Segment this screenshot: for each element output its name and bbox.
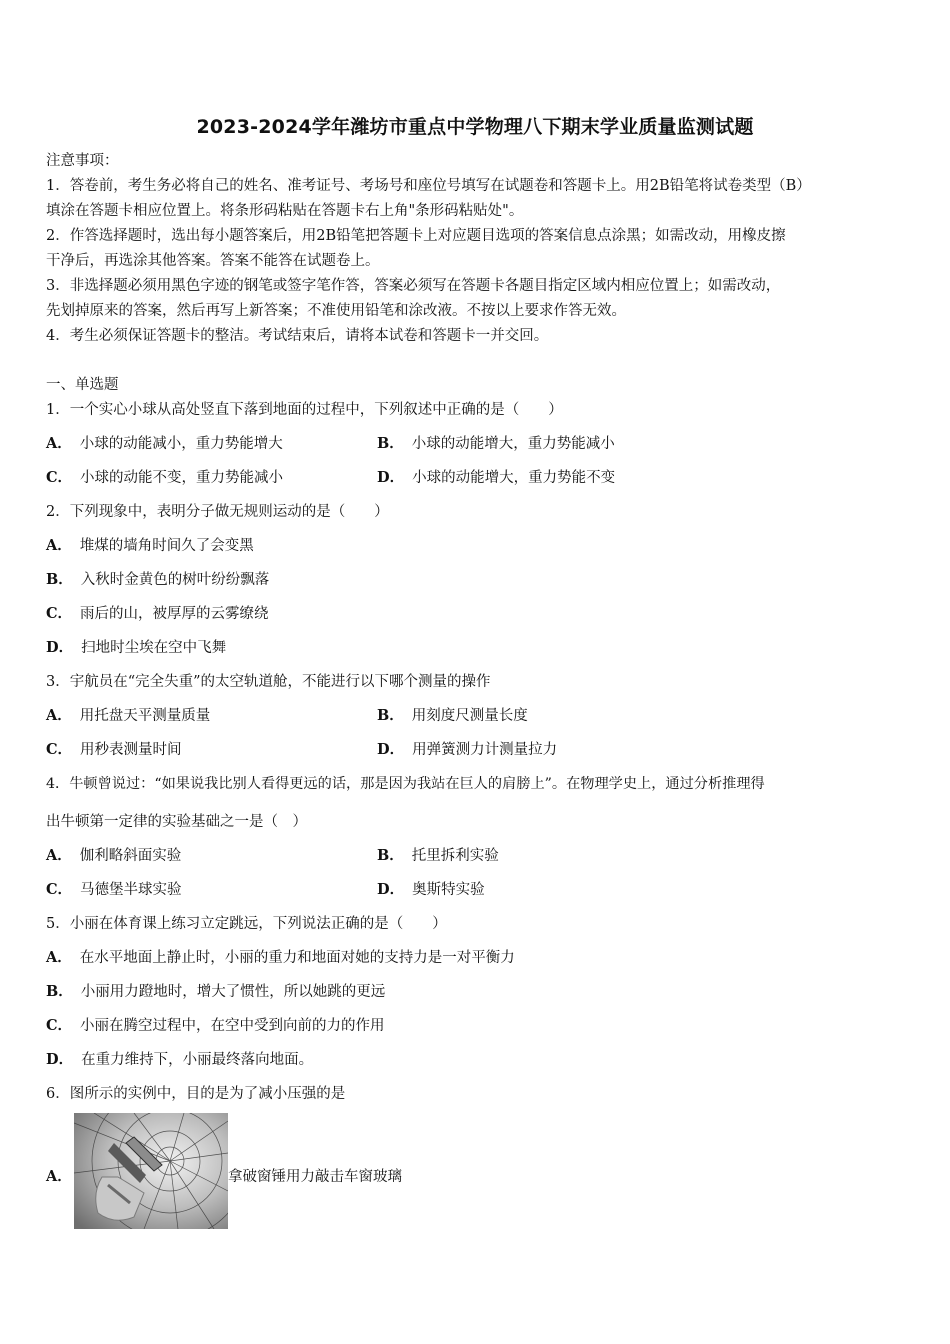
option-6a-text: 拿破窗锤用力敲击车窗玻璃 xyxy=(228,1169,402,1185)
shattered-glass-image xyxy=(74,1113,228,1229)
option-letter: B． xyxy=(377,435,404,452)
question-stem-5: 5．小丽在体育课上练习立定跳远，下列说法正确的是（ ） xyxy=(46,916,447,932)
question-stem-2: 2．下列现象中，表明分子做无规则运动的是（ ） xyxy=(46,504,389,520)
option-text: 用弹簧测力计测量拉力 xyxy=(412,742,558,758)
option-text: 小丽在腾空过程中，在空中受到向前的力的作用 xyxy=(80,1018,385,1034)
question-stem-4-cont: 出牛顿第一定律的实验基础之一是（ ） xyxy=(46,814,307,830)
option-text: 在水平地面上静止时，小丽的重力和地面对她的支持力是一对平衡力 xyxy=(79,950,515,966)
option-letter: A． xyxy=(46,847,72,864)
option-2a[interactable] xyxy=(46,536,254,556)
option-text: 用刻度尺测量长度 xyxy=(411,708,528,724)
question-stem-1: 1．一个实心小球从高处竖直下落到地面的过程中，下列叙述中正确的是（ ） xyxy=(46,402,563,418)
option-5c[interactable] xyxy=(46,1016,385,1036)
option-text: 入秋时金黄色的树叶纷纷飘落 xyxy=(80,572,270,588)
option-letter: B． xyxy=(377,847,404,864)
option-1a[interactable] xyxy=(46,434,283,454)
option-letter: B． xyxy=(377,707,404,724)
option-5b[interactable] xyxy=(46,982,385,1002)
option-text: 小丽用力蹬地时，增大了惯性，所以她跳的更远 xyxy=(80,984,386,1000)
notice-line: 3．非选择题必须用黑色字迹的钢笔或签字笔作答，答案必须写在答题卡各题目指定区域内相应位置上；如需改动， xyxy=(46,278,781,294)
option-2d[interactable] xyxy=(46,638,226,658)
option-letter: A． xyxy=(46,435,72,452)
section-title: 一、单选题 xyxy=(46,377,119,393)
option-text: 小球的动能减小，重力势能增大 xyxy=(79,436,283,452)
option-text: 雨后的山，被厚厚的云雾缭绕 xyxy=(80,606,269,622)
notice-line: 2．作答选择题时，选出每小题答案后，用2B铅笔把答题卡上对应题目选项的答案信息点涂黑；如需改动，用橡皮擦 xyxy=(46,228,786,244)
option-text: 奥斯特实验 xyxy=(412,882,485,898)
notice-line: 填涂在答题卡相应位置上。将条形码粘贴在答题卡右上角"条形码粘贴处"。 xyxy=(46,203,524,219)
option-letter: C． xyxy=(46,1017,73,1034)
option-text: 用秒表测量时间 xyxy=(80,742,182,758)
option-letter: D． xyxy=(377,741,405,758)
notice-line: 干净后，再选涂其他答案。答案不能答在试题卷上。 xyxy=(46,253,380,269)
option-letter: D． xyxy=(377,881,405,898)
page-title: 2023-2024学年潍坊市重点中学物理八下期末学业质量监测试题 xyxy=(196,116,754,138)
option-letter: C． xyxy=(46,881,73,898)
option-text: 小球的动能增大，重力势能减小 xyxy=(411,436,615,452)
option-text: 用托盘天平测量质量 xyxy=(79,708,211,724)
option-letter: A． xyxy=(46,949,72,966)
option-4b[interactable] xyxy=(377,846,499,866)
option-4a[interactable] xyxy=(46,846,181,866)
option-text: 伽利略斜面实验 xyxy=(79,848,182,864)
option-1b[interactable] xyxy=(377,434,615,454)
option-3b[interactable] xyxy=(377,706,528,726)
option-5d[interactable] xyxy=(46,1050,313,1070)
glass-breaking-hammer-photo xyxy=(74,1113,228,1229)
option-3d[interactable] xyxy=(377,740,557,760)
option-letter: C． xyxy=(46,741,73,758)
notice-label: 注意事项： xyxy=(46,153,119,169)
option-letter: D． xyxy=(46,1051,74,1068)
option-text: 小球的动能增大，重力势能不变 xyxy=(412,470,616,486)
option-letter: A． xyxy=(46,1168,72,1185)
option-4c[interactable] xyxy=(46,880,182,900)
option-letter: A． xyxy=(46,537,72,554)
option-letter: B． xyxy=(46,983,73,1000)
notice-line: 1．答卷前，考生务必将自己的姓名、准考证号、考场号和座位号填写在试题卷和答题卡上。用2B铅笔将试卷类型（B） xyxy=(46,178,811,194)
question-stem-3: 3．宇航员在“完全失重”的太空轨道舱，不能进行以下哪个测量的操作 xyxy=(46,674,491,690)
option-letter: A． xyxy=(46,707,72,724)
option-text: 托里拆利实验 xyxy=(411,848,499,864)
notice-line: 4．考生必须保证答题卡的整洁。考试结束后，请将本试卷和答题卡一并交回。 xyxy=(46,328,549,344)
option-letter: D． xyxy=(46,639,74,656)
option-letter: D． xyxy=(377,469,405,486)
question-stem-6: 6．图所示的实例中，目的是为了减小压强的是 xyxy=(46,1086,346,1102)
option-text: 马德堡半球实验 xyxy=(80,882,182,898)
option-4d[interactable] xyxy=(377,880,485,900)
option-text: 扫地时尘埃在空中飞舞 xyxy=(81,640,227,656)
option-5a[interactable] xyxy=(46,948,515,968)
option-letter: B． xyxy=(46,571,73,588)
option-3c[interactable] xyxy=(46,740,182,760)
option-letter: C． xyxy=(46,469,73,486)
option-1d[interactable] xyxy=(377,468,615,488)
option-2b[interactable] xyxy=(46,570,269,590)
option-letter: C． xyxy=(46,605,73,622)
option-text: 小球的动能不变，重力势能减小 xyxy=(80,470,284,486)
notice-line: 先划掉原来的答案，然后再写上新答案；不准使用铅笔和涂改液。不按以上要求作答无效。 xyxy=(46,303,626,319)
option-2c[interactable] xyxy=(46,604,269,624)
option-3a[interactable] xyxy=(46,706,210,726)
option-1c[interactable] xyxy=(46,468,283,488)
option-text: 在重力维持下，小丽最终落向地面。 xyxy=(81,1052,314,1068)
question-stem-4: 4．牛顿曾说过：“如果说我比别人看得更远的话，那是因为我站在巨人的肩膀上”。在物理学史上，通过分析推理得 xyxy=(46,776,765,792)
option-text: 堆煤的墙角时间久了会变黑 xyxy=(79,538,254,554)
